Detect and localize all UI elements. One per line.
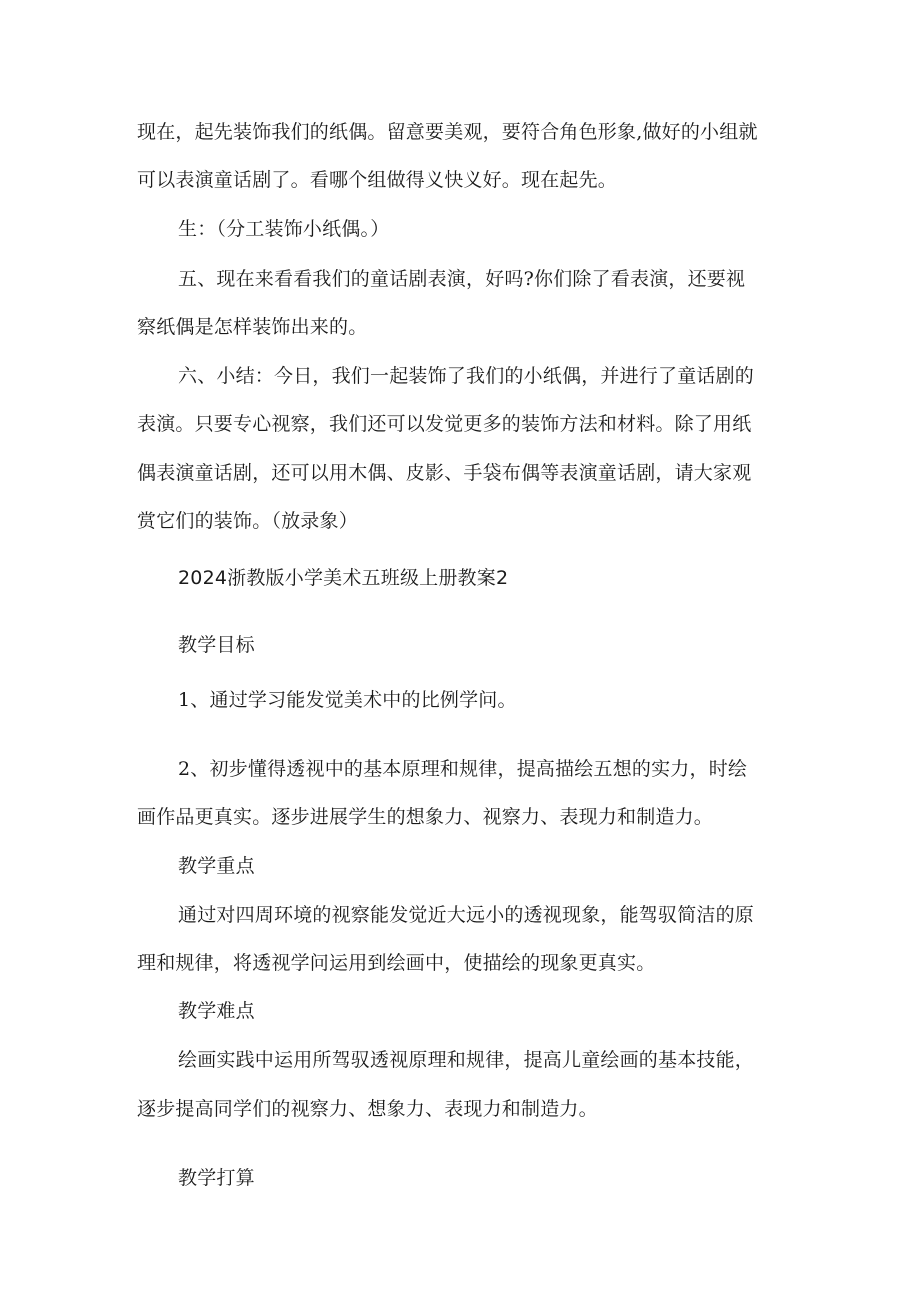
paragraph-line: 理和规律，将透视学问运用到绘画中，使描绘的现象更真实。 — [137, 952, 656, 974]
paragraph-line: 察纸偶是怎样装饰出来的。 — [137, 316, 368, 338]
paragraph-line: 画作品更真实。逐步进展学生的想象力、视察力、表现力和制造力。 — [137, 806, 714, 828]
paragraph-line: 1、通过学习能发觉美术中的比例学问。 — [178, 689, 517, 711]
paragraph-line: 通过对四周环境的视察能发觉近大远小的透视现象，能驾驭简洁的原 — [178, 904, 755, 926]
paragraph-line: 可以表演童话剧了。看哪个组做得义快义好。现在起先。 — [137, 169, 618, 191]
paragraph-line: 逐步提高同学们的视察力、想象力、表现力和制造力。 — [137, 1098, 598, 1120]
section-title: 2024浙教版小学美术五班级上册教案2 — [178, 567, 509, 589]
paragraph-line: 表演。只要专心视察，我们还可以发觉更多的装饰方法和材料。除了用纸 — [137, 413, 752, 435]
paragraph-line: 现在，起先装饰我们的纸偶。留意要美观，要符合角色形象,做好的小组就 — [137, 121, 758, 143]
heading-teaching-focus: 教学重点 — [178, 855, 255, 877]
heading-teaching-preparation: 教学打算 — [178, 1167, 255, 1189]
heading-teaching-goals: 教学目标 — [178, 634, 255, 656]
paragraph-line: 生：（分工装饰小纸偶。） — [178, 218, 390, 240]
paragraph-line: 2、初步懂得透视中的基本原理和规律，提高描绘五想的实力，时绘 — [178, 758, 748, 780]
heading-teaching-difficulty: 教学难点 — [178, 1000, 255, 1022]
paragraph-line: 偶表演童话剧，还可以用木偶、皮影、手袋布偶等表演童话剧，请大家观 — [137, 462, 752, 484]
paragraph-line: 六、小结：今日，我们一起装饰了我们的小纸偶，并进行了童话剧的 — [178, 365, 755, 387]
paragraph-line: 绘画实践中运用所驾驭透视原理和规律，提高儿童绘画的基本技能， — [178, 1049, 755, 1071]
paragraph-line: 五、现在来看看我们的童话剧表演，好吗?你们除了看表演，还要视 — [178, 268, 746, 290]
paragraph-line: 赏它们的装饰。（放录象） — [137, 510, 358, 532]
